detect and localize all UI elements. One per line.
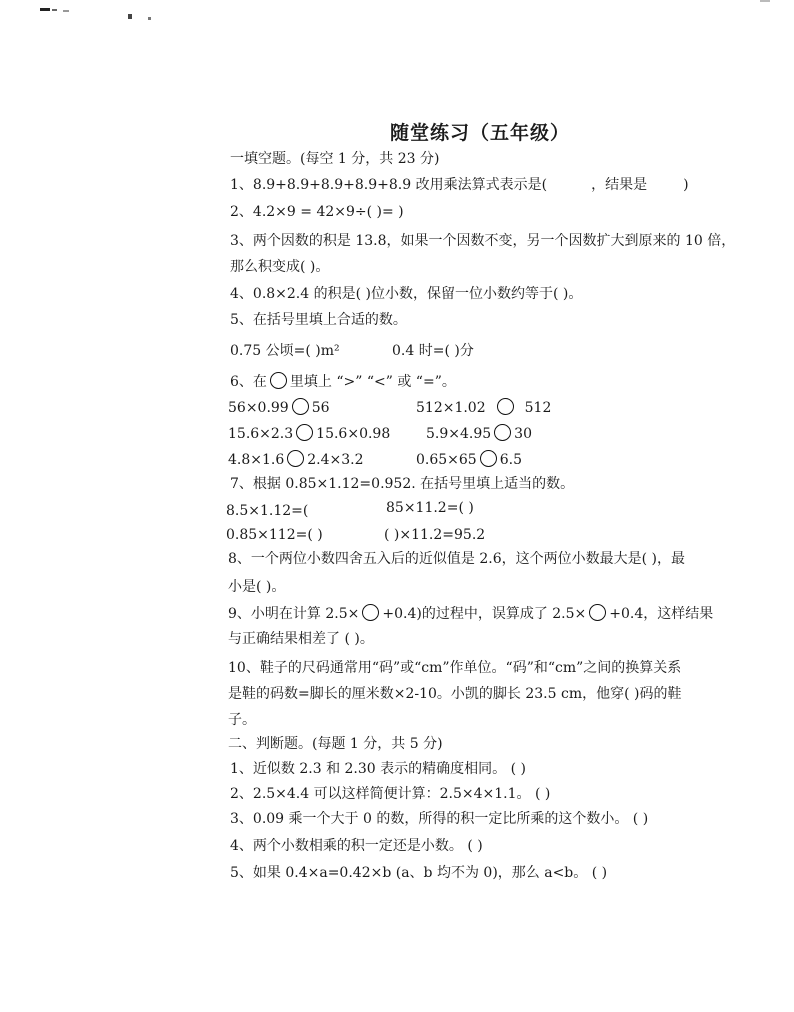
- compare-row-2-left: [228, 424, 390, 443]
- judge-1: 1、近似数 2.3 和 2.30 表示的精确度相同。 ( ): [230, 761, 526, 777]
- question-3-line-2: 那么积变成( )。: [230, 259, 330, 275]
- question-2: 2、4.2×9 = 42×9÷( )= ): [230, 204, 404, 220]
- compare-expression: 2.4×3.2: [307, 452, 364, 468]
- compare-expression: 512: [524, 400, 552, 416]
- compare-row-1-left: [228, 398, 330, 417]
- answer-circle: [292, 398, 309, 415]
- question-10-line-3: 子。: [228, 712, 256, 728]
- judge-2: 2、2.5×4.4 可以这样简便计算：2.5×4×1.1。 ( ): [230, 786, 551, 802]
- question-8-line-1: 8、一个两位小数四舍五入后的近似值是 2.6，这个两位小数最大是( )，最: [228, 551, 685, 567]
- compare-expression: 56×0.99: [228, 400, 289, 416]
- compare-row-1-right: [416, 398, 551, 417]
- question-7b: 85×11.2=( ): [386, 500, 474, 516]
- question-6-suffix: 里填上 “>” “<” 或 “=”。: [289, 374, 456, 390]
- section2-heading: 二、判断题。(每题 1 分，共 5 分): [228, 736, 443, 752]
- answer-circle: [494, 424, 511, 441]
- question-9-line-2: 与正确结果相差了 ( )。: [228, 631, 374, 647]
- question-6-prefix: 6、在: [230, 374, 267, 390]
- compare-expression: 15.6×2.3: [228, 426, 294, 442]
- question-4: 4、0.8×2.4 的积是( )位小数，保留一位小数约等于( )。: [230, 286, 583, 302]
- question-3-line-1: 3、两个因数的积是 13.8，如果一个因数不变，另一个因数扩大到原来的 10 倍，: [230, 233, 736, 249]
- answer-circle: [270, 372, 287, 389]
- compare-row-2-right: [426, 424, 532, 443]
- question-9-text: +0.4)的过程中，误算成了 2.5×: [382, 606, 587, 622]
- judge-4: 4、两个小数相乘的积一定还是小数。 ( ): [230, 838, 483, 854]
- question-1-result-label: ，结果是: [591, 177, 648, 193]
- compare-expression: 6.5: [499, 452, 522, 468]
- scan-specks: [0, 0, 794, 40]
- answer-circle: [362, 604, 379, 621]
- question-7a: 8.5×1.12=(: [226, 503, 309, 519]
- question-9-text: 9、小明在计算 2.5×: [228, 606, 360, 622]
- question-1: [230, 176, 689, 194]
- question-9-text: +0.4，这样结果: [609, 606, 714, 622]
- answer-circle: [497, 398, 514, 415]
- compare-expression: 4.8×1.6: [228, 452, 285, 468]
- question-10-line-2: 是鞋的码数=脚长的厘米数×2-10。小凯的脚长 23.5 cm，他穿( )码的鞋: [228, 686, 682, 702]
- compare-row-3-left: [228, 450, 364, 469]
- question-1-close: ): [683, 177, 689, 193]
- compare-expression: 56: [311, 400, 330, 416]
- question-8-line-2: 小是( )。: [228, 579, 286, 595]
- compare-expression: 0.65×65: [416, 452, 477, 468]
- compare-expression: 5.9×4.95: [426, 426, 492, 442]
- compare-row-3-right: [416, 450, 522, 469]
- compare-expression: 30: [514, 426, 532, 442]
- question-5a: 0.75 公顷=( )m²: [230, 343, 340, 359]
- question-1-text: 1、8.9+8.9+8.9+8.9+8.9 改用乘法算式表示是(: [230, 177, 548, 193]
- judge-5: 5、如果 0.4×a=0.42×b (a、b 均不为 0)，那么 a<b。 ( ): [230, 865, 608, 881]
- question-7: 7、根据 0.85×1.12=0.952. 在括号里填上适当的数。: [230, 476, 575, 492]
- compare-expression: 15.6×0.98: [316, 426, 391, 442]
- question-9-line-1: [228, 604, 713, 623]
- judge-3: 3、0.09 乘一个大于 0 的数，所得的积一定比所乘的这个数小。 ( ): [230, 811, 649, 827]
- answer-circle: [296, 424, 313, 441]
- compare-expression: 512×1.02: [416, 400, 486, 416]
- question-6: [230, 372, 456, 391]
- answer-circle: [589, 604, 606, 621]
- question-7c: 0.85×112=( ): [226, 527, 323, 543]
- answer-circle: [480, 450, 497, 467]
- question-7d: ( )×11.2=95.2: [384, 527, 486, 543]
- section1-heading: 一填空题。(每空 1 分，共 23 分): [230, 151, 440, 167]
- question-5: 5、在括号里填上合适的数。: [230, 312, 407, 328]
- question-10-line-1: 10、鞋子的尺码通常用“码”或“cm”作单位。“码”和“cm”之间的换算关系: [228, 660, 682, 676]
- question-5b: 0.4 时=( )分: [392, 343, 474, 359]
- page-title: 随堂练习（五年级）: [390, 122, 571, 144]
- answer-circle: [287, 450, 304, 467]
